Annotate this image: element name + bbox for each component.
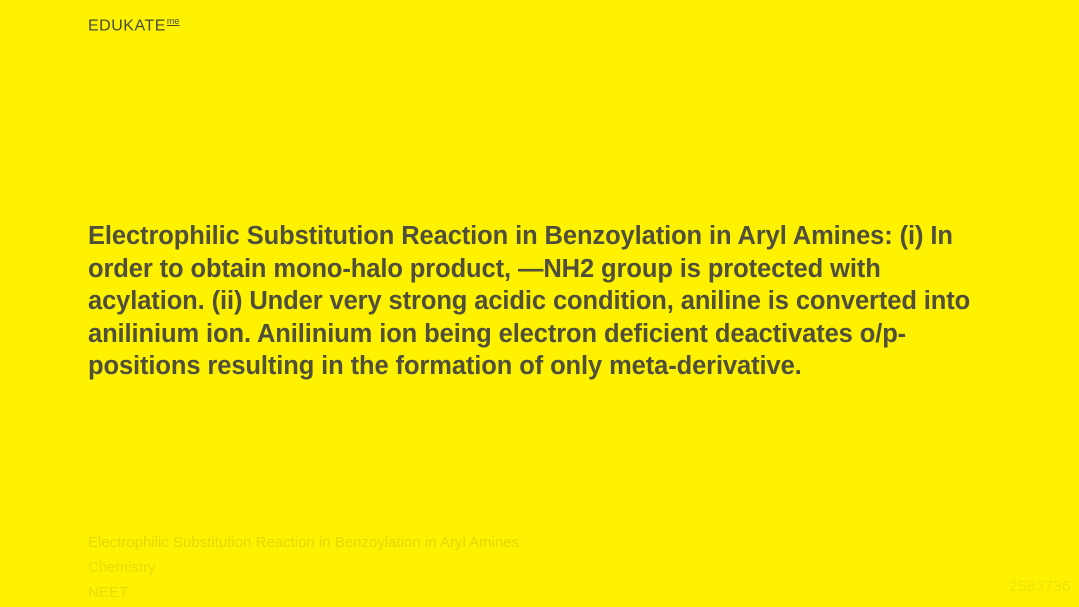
footer-title: Electrophilic Substitution Reaction in Benzoylation in Aryl Amines — [88, 534, 520, 551]
footer-subject: Chemistry — [88, 559, 156, 576]
watermark-id: 2583736 — [1009, 578, 1071, 595]
brand-logo — [88, 16, 179, 35]
slide-body-text: Electrophilic Substitution Reaction in Benzoylation in Aryl Amines: (i) In order to obtain mono-halo product, —NH2 group is protected with acylation. (ii) Under very strong acidic condition, aniline is converted into anilinium ion. Anilinium ion being electron deficient deactivates o/p-positions resulting in the formation of only meta-derivative. — [88, 222, 971, 380]
brand-superscript: me — [166, 16, 180, 26]
brand-name: EDUKATE — [88, 17, 166, 35]
footer-exam: NEET — [88, 584, 129, 601]
slide-footer — [88, 530, 848, 605]
